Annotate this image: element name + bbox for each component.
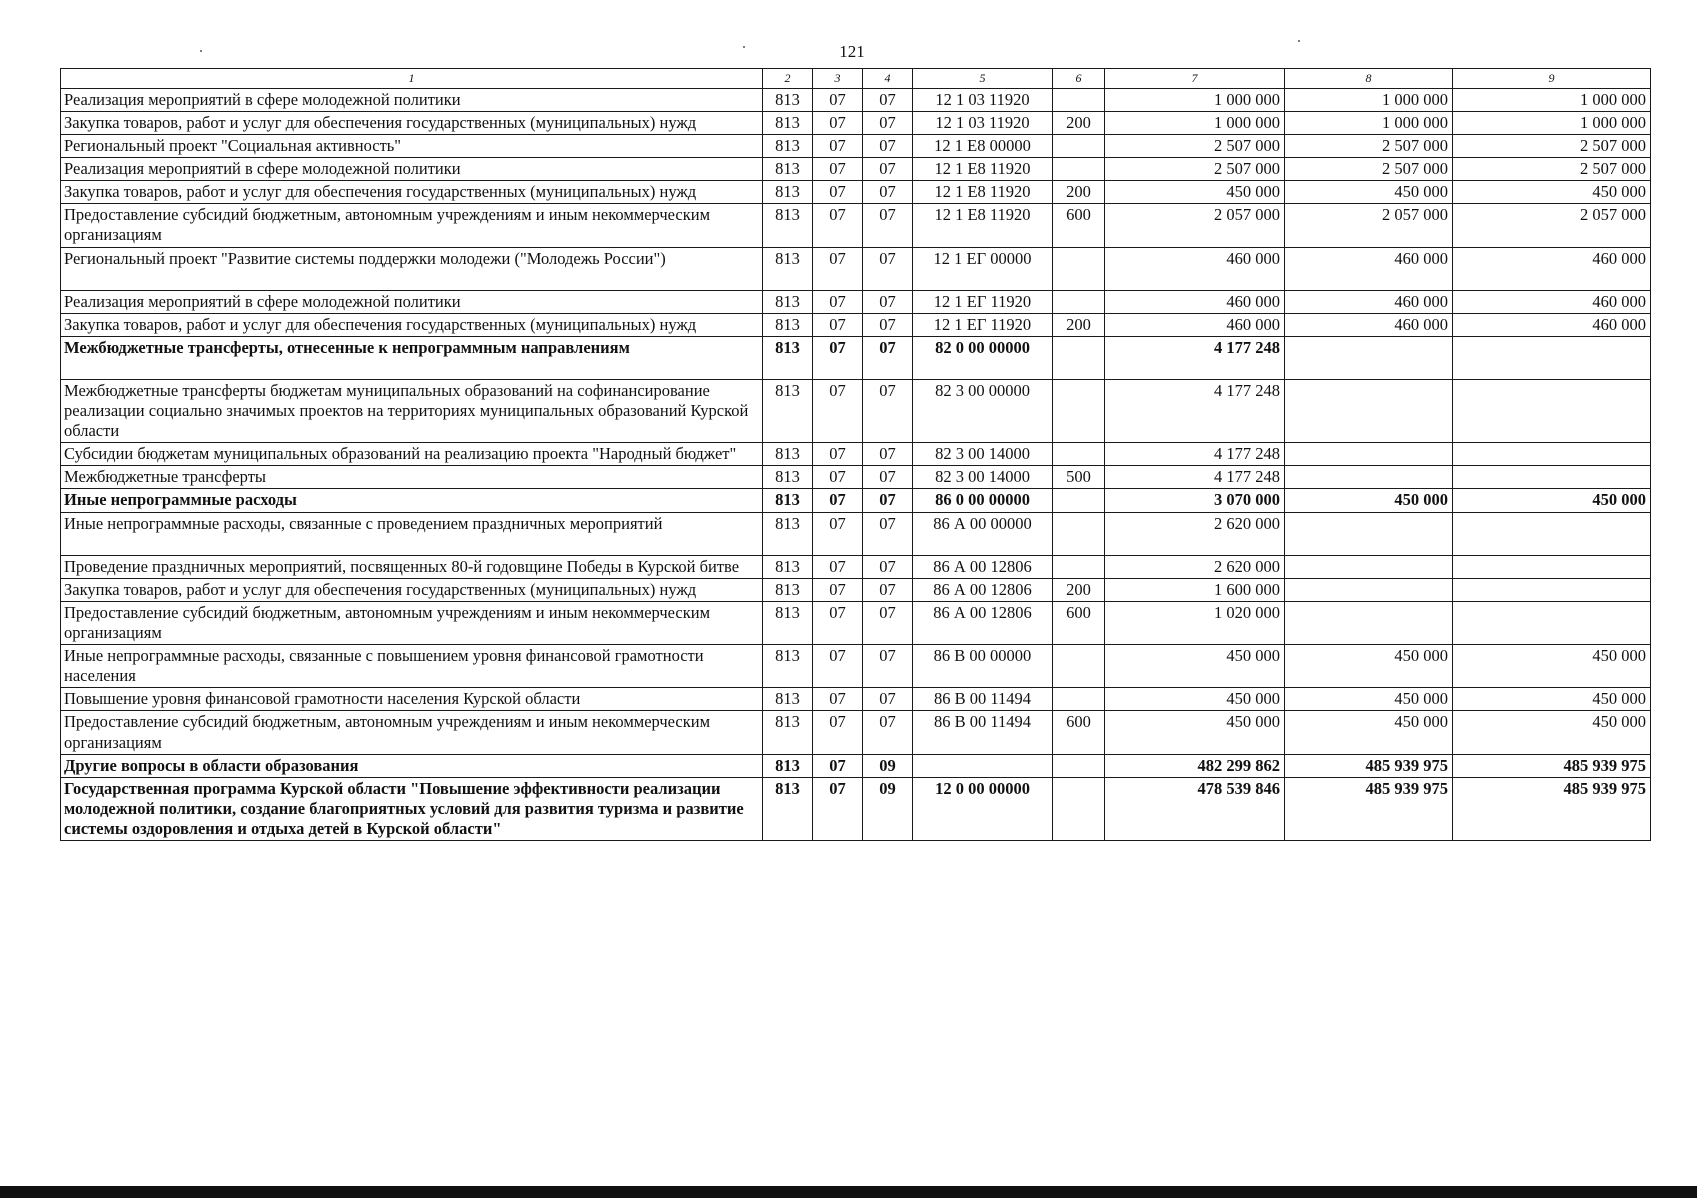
row-amount-col8: 460 000 [1285, 247, 1453, 290]
row-target-code: 86 В 00 11494 [913, 688, 1053, 711]
row-amount-col9: 460 000 [1453, 290, 1651, 313]
row-amount-col9: 450 000 [1453, 489, 1651, 512]
table-row [61, 466, 1651, 489]
row-subsection-code: 07 [863, 443, 913, 466]
page-number: 121 [839, 42, 865, 61]
row-section-code: 07 [813, 290, 863, 313]
row-expense-type [1053, 134, 1105, 157]
row-amount-col8: 450 000 [1285, 645, 1453, 688]
row-amount-col8: 485 939 975 [1285, 754, 1453, 777]
row-gr-code: 813 [763, 88, 813, 111]
row-amount-col9 [1453, 379, 1651, 442]
row-amount-col8 [1285, 601, 1453, 644]
row-name: Межбюджетные трансферты бюджетам муниципальных образований на софинансирование реализации социально значимых проектов на территориях муниципальных образований Курской области [61, 379, 763, 442]
row-amount-col8 [1285, 466, 1453, 489]
row-amount-col9: 485 939 975 [1453, 754, 1651, 777]
row-amount-col8: 450 000 [1285, 489, 1453, 512]
table-row [61, 204, 1651, 247]
table-row [61, 601, 1651, 644]
row-name: Предоставление субсидий бюджетным, автономным учреждениям и иным некоммерческим организациям [61, 711, 763, 754]
row-expense-type [1053, 336, 1105, 379]
table-row [61, 111, 1651, 134]
row-section-code: 07 [813, 754, 863, 777]
row-name: Иные непрограммные расходы, связанные с проведением праздничных мероприятий [61, 512, 763, 555]
table-row [61, 555, 1651, 578]
row-subsection-code: 07 [863, 711, 913, 754]
row-gr-code: 813 [763, 134, 813, 157]
row-subsection-code: 07 [863, 247, 913, 290]
row-gr-code: 813 [763, 688, 813, 711]
row-gr-code: 813 [763, 466, 813, 489]
row-gr-code: 813 [763, 645, 813, 688]
row-name: Межбюджетные трансферты, отнесенные к непрограммным направлениям [61, 336, 763, 379]
row-amount-col8: 1 000 000 [1285, 88, 1453, 111]
row-amount-col8: 450 000 [1285, 688, 1453, 711]
row-amount-col7: 460 000 [1105, 313, 1285, 336]
row-section-code: 07 [813, 336, 863, 379]
row-amount-col7: 450 000 [1105, 688, 1285, 711]
header-cell: 6 [1053, 69, 1105, 89]
table-row [61, 134, 1651, 157]
row-gr-code: 813 [763, 489, 813, 512]
row-amount-col7: 4 177 248 [1105, 466, 1285, 489]
row-section-code: 07 [813, 88, 863, 111]
header-cell: 3 [813, 69, 863, 89]
row-expense-type: 600 [1053, 601, 1105, 644]
row-expense-type [1053, 555, 1105, 578]
row-amount-col9: 460 000 [1453, 247, 1651, 290]
row-target-code: 82 0 00 00000 [913, 336, 1053, 379]
row-amount-col9: 1 000 000 [1453, 111, 1651, 134]
table-row [61, 711, 1651, 754]
row-amount-col7: 3 070 000 [1105, 489, 1285, 512]
row-target-code: 12 1 03 11920 [913, 111, 1053, 134]
row-name: Иные непрограммные расходы, связанные с повышением уровня финансовой грамотности населения [61, 645, 763, 688]
row-amount-col7: 2 620 000 [1105, 555, 1285, 578]
row-target-code: 82 3 00 14000 [913, 443, 1053, 466]
row-subsection-code: 07 [863, 578, 913, 601]
row-gr-code: 813 [763, 777, 813, 840]
row-expense-type [1053, 247, 1105, 290]
row-amount-col9 [1453, 512, 1651, 555]
table-row [61, 512, 1651, 555]
row-amount-col9: 450 000 [1453, 645, 1651, 688]
row-subsection-code: 09 [863, 777, 913, 840]
row-target-code: 86 В 00 00000 [913, 645, 1053, 688]
table-row [61, 158, 1651, 181]
table-row [61, 313, 1651, 336]
row-section-code: 07 [813, 111, 863, 134]
row-amount-col7: 4 177 248 [1105, 379, 1285, 442]
scan-speck [200, 50, 202, 52]
row-amount-col8 [1285, 555, 1453, 578]
row-section-code: 07 [813, 204, 863, 247]
row-expense-type [1053, 88, 1105, 111]
row-subsection-code: 07 [863, 290, 913, 313]
row-amount-col7: 4 177 248 [1105, 443, 1285, 466]
row-amount-col7: 1 020 000 [1105, 601, 1285, 644]
row-amount-col9 [1453, 601, 1651, 644]
row-subsection-code: 07 [863, 379, 913, 442]
row-target-code: 12 0 00 00000 [913, 777, 1053, 840]
row-subsection-code: 07 [863, 512, 913, 555]
row-amount-col8 [1285, 336, 1453, 379]
row-expense-type: 200 [1053, 313, 1105, 336]
row-section-code: 07 [813, 777, 863, 840]
row-name: Повышение уровня финансовой грамотности населения Курской области [61, 688, 763, 711]
table-body [61, 88, 1651, 841]
row-subsection-code: 07 [863, 601, 913, 644]
row-section-code: 07 [813, 601, 863, 644]
row-gr-code: 813 [763, 555, 813, 578]
header-cell: 4 [863, 69, 913, 89]
table-row [61, 489, 1651, 512]
row-expense-type [1053, 290, 1105, 313]
row-gr-code: 813 [763, 578, 813, 601]
scan-bottom-edge [0, 1186, 1697, 1198]
table-row [61, 777, 1651, 840]
row-target-code [913, 754, 1053, 777]
header-cell: 7 [1105, 69, 1285, 89]
row-name: Предоставление субсидий бюджетным, автономным учреждениям и иным некоммерческим организациям [61, 204, 763, 247]
row-gr-code: 813 [763, 111, 813, 134]
row-amount-col7: 1 000 000 [1105, 88, 1285, 111]
row-amount-col7: 460 000 [1105, 290, 1285, 313]
row-subsection-code: 07 [863, 645, 913, 688]
row-section-code: 07 [813, 512, 863, 555]
row-subsection-code: 07 [863, 88, 913, 111]
row-amount-col8: 2 507 000 [1285, 158, 1453, 181]
row-name: Региональный проект "Развитие системы поддержки молодежи ("Молодежь России") [61, 247, 763, 290]
row-expense-type [1053, 489, 1105, 512]
row-amount-col9 [1453, 555, 1651, 578]
row-subsection-code: 07 [863, 134, 913, 157]
row-gr-code: 813 [763, 336, 813, 379]
row-section-code: 07 [813, 578, 863, 601]
row-name: Другие вопросы в области образования [61, 754, 763, 777]
row-subsection-code: 07 [863, 555, 913, 578]
row-target-code: 86 В 00 11494 [913, 711, 1053, 754]
row-amount-col7: 450 000 [1105, 181, 1285, 204]
table-row [61, 754, 1651, 777]
header-cell: 9 [1453, 69, 1651, 89]
row-amount-col9: 2 507 000 [1453, 134, 1651, 157]
row-amount-col8 [1285, 512, 1453, 555]
row-amount-col9: 450 000 [1453, 711, 1651, 754]
row-expense-type [1053, 158, 1105, 181]
row-target-code: 82 3 00 14000 [913, 466, 1053, 489]
table-row [61, 645, 1651, 688]
row-amount-col7: 460 000 [1105, 247, 1285, 290]
row-target-code: 86 А 00 12806 [913, 578, 1053, 601]
row-name: Региональный проект "Социальная активность" [61, 134, 763, 157]
table-row [61, 88, 1651, 111]
row-target-code: 12 1 Е8 11920 [913, 158, 1053, 181]
table-row [61, 336, 1651, 379]
row-section-code: 07 [813, 489, 863, 512]
row-subsection-code: 07 [863, 336, 913, 379]
row-target-code: 12 1 Е8 00000 [913, 134, 1053, 157]
row-name: Закупка товаров, работ и услуг для обеспечения государственных (муниципальных) нужд [61, 181, 763, 204]
budget-table [60, 68, 1651, 841]
row-section-code: 07 [813, 466, 863, 489]
row-name: Межбюджетные трансферты [61, 466, 763, 489]
table-row [61, 247, 1651, 290]
row-target-code: 82 3 00 00000 [913, 379, 1053, 442]
scan-speck [1298, 40, 1300, 42]
table-row [61, 688, 1651, 711]
row-gr-code: 813 [763, 158, 813, 181]
row-target-code: 12 1 Е8 11920 [913, 204, 1053, 247]
row-subsection-code: 09 [863, 754, 913, 777]
scan-speck [743, 46, 745, 48]
header-cell: 5 [913, 69, 1053, 89]
row-expense-type [1053, 443, 1105, 466]
row-target-code: 12 1 ЕГ 00000 [913, 247, 1053, 290]
row-gr-code: 813 [763, 290, 813, 313]
row-amount-col7: 478 539 846 [1105, 777, 1285, 840]
row-name: Реализация мероприятий в сфере молодежной политики [61, 88, 763, 111]
row-expense-type: 600 [1053, 204, 1105, 247]
row-expense-type: 500 [1053, 466, 1105, 489]
row-expense-type: 600 [1053, 711, 1105, 754]
row-target-code: 86 А 00 12806 [913, 601, 1053, 644]
row-subsection-code: 07 [863, 158, 913, 181]
row-target-code: 12 1 Е8 11920 [913, 181, 1053, 204]
row-section-code: 07 [813, 443, 863, 466]
row-expense-type [1053, 645, 1105, 688]
row-amount-col7: 2 507 000 [1105, 158, 1285, 181]
row-gr-code: 813 [763, 247, 813, 290]
row-amount-col8: 1 000 000 [1285, 111, 1453, 134]
row-amount-col9: 2 507 000 [1453, 158, 1651, 181]
row-expense-type: 200 [1053, 578, 1105, 601]
row-section-code: 07 [813, 711, 863, 754]
row-amount-col8: 460 000 [1285, 290, 1453, 313]
row-expense-type [1053, 688, 1105, 711]
row-gr-code: 813 [763, 313, 813, 336]
header-row [61, 69, 1651, 89]
row-amount-col9: 450 000 [1453, 181, 1651, 204]
row-subsection-code: 07 [863, 111, 913, 134]
table-row [61, 290, 1651, 313]
row-amount-col7: 2 620 000 [1105, 512, 1285, 555]
row-subsection-code: 07 [863, 466, 913, 489]
row-expense-type [1053, 379, 1105, 442]
row-name: Субсидии бюджетам муниципальных образований на реализацию проекта "Народный бюджет" [61, 443, 763, 466]
row-amount-col9 [1453, 443, 1651, 466]
row-amount-col7: 1 000 000 [1105, 111, 1285, 134]
row-section-code: 07 [813, 645, 863, 688]
row-section-code: 07 [813, 181, 863, 204]
table-row [61, 443, 1651, 466]
row-target-code: 12 1 03 11920 [913, 88, 1053, 111]
row-amount-col8 [1285, 379, 1453, 442]
row-amount-col9: 1 000 000 [1453, 88, 1651, 111]
row-amount-col7: 482 299 862 [1105, 754, 1285, 777]
row-amount-col7: 1 600 000 [1105, 578, 1285, 601]
row-subsection-code: 07 [863, 688, 913, 711]
row-amount-col8: 460 000 [1285, 313, 1453, 336]
row-name: Проведение праздничных мероприятий, посвященных 80-й годовщине Победы в Курской битве [61, 555, 763, 578]
row-amount-col8: 450 000 [1285, 711, 1453, 754]
row-subsection-code: 07 [863, 313, 913, 336]
row-section-code: 07 [813, 555, 863, 578]
row-name: Реализация мероприятий в сфере молодежной политики [61, 158, 763, 181]
row-amount-col9 [1453, 336, 1651, 379]
row-target-code: 12 1 ЕГ 11920 [913, 313, 1053, 336]
table-row [61, 578, 1651, 601]
row-expense-type: 200 [1053, 111, 1105, 134]
row-gr-code: 813 [763, 711, 813, 754]
row-amount-col9: 460 000 [1453, 313, 1651, 336]
row-amount-col7: 2 507 000 [1105, 134, 1285, 157]
row-name: Закупка товаров, работ и услуг для обеспечения государственных (муниципальных) нужд [61, 578, 763, 601]
row-section-code: 07 [813, 379, 863, 442]
row-amount-col9 [1453, 466, 1651, 489]
row-expense-type [1053, 777, 1105, 840]
row-name: Государственная программа Курской области "Повышение эффективности реализации молодежной политики, создание благоприятных условий для развития туризма и развитие системы оздоровления и отдыха детей в Курской области" [61, 777, 763, 840]
header-cell: 8 [1285, 69, 1453, 89]
row-subsection-code: 07 [863, 489, 913, 512]
row-amount-col8: 450 000 [1285, 181, 1453, 204]
row-amount-col7: 450 000 [1105, 645, 1285, 688]
row-expense-type [1053, 512, 1105, 555]
row-amount-col7: 450 000 [1105, 711, 1285, 754]
row-name: Реализация мероприятий в сфере молодежной политики [61, 290, 763, 313]
row-amount-col8: 2 057 000 [1285, 204, 1453, 247]
row-amount-col7: 4 177 248 [1105, 336, 1285, 379]
row-gr-code: 813 [763, 379, 813, 442]
row-gr-code: 813 [763, 601, 813, 644]
row-amount-col9: 2 057 000 [1453, 204, 1651, 247]
row-target-code: 86 А 00 12806 [913, 555, 1053, 578]
row-expense-type [1053, 754, 1105, 777]
row-gr-code: 813 [763, 512, 813, 555]
row-amount-col7: 2 057 000 [1105, 204, 1285, 247]
table-row [61, 181, 1651, 204]
row-expense-type: 200 [1053, 181, 1105, 204]
row-amount-col8: 2 507 000 [1285, 134, 1453, 157]
table-row [61, 379, 1651, 442]
row-name: Предоставление субсидий бюджетным, автономным учреждениям и иным некоммерческим организациям [61, 601, 763, 644]
row-subsection-code: 07 [863, 204, 913, 247]
row-amount-col9: 450 000 [1453, 688, 1651, 711]
row-section-code: 07 [813, 313, 863, 336]
row-name: Закупка товаров, работ и услуг для обеспечения государственных (муниципальных) нужд [61, 111, 763, 134]
row-gr-code: 813 [763, 443, 813, 466]
row-subsection-code: 07 [863, 181, 913, 204]
header-cell: 1 [61, 69, 763, 89]
row-section-code: 07 [813, 134, 863, 157]
row-amount-col8 [1285, 578, 1453, 601]
row-amount-col8: 485 939 975 [1285, 777, 1453, 840]
row-gr-code: 813 [763, 754, 813, 777]
row-target-code: 12 1 ЕГ 11920 [913, 290, 1053, 313]
row-name: Закупка товаров, работ и услуг для обеспечения государственных (муниципальных) нужд [61, 313, 763, 336]
row-amount-col9 [1453, 578, 1651, 601]
row-target-code: 86 0 00 00000 [913, 489, 1053, 512]
row-amount-col8 [1285, 443, 1453, 466]
row-amount-col9: 485 939 975 [1453, 777, 1651, 840]
row-gr-code: 813 [763, 204, 813, 247]
row-gr-code: 813 [763, 181, 813, 204]
row-target-code: 86 А 00 00000 [913, 512, 1053, 555]
row-section-code: 07 [813, 247, 863, 290]
row-section-code: 07 [813, 688, 863, 711]
row-name: Иные непрограммные расходы [61, 489, 763, 512]
row-section-code: 07 [813, 158, 863, 181]
header-cell: 2 [763, 69, 813, 89]
